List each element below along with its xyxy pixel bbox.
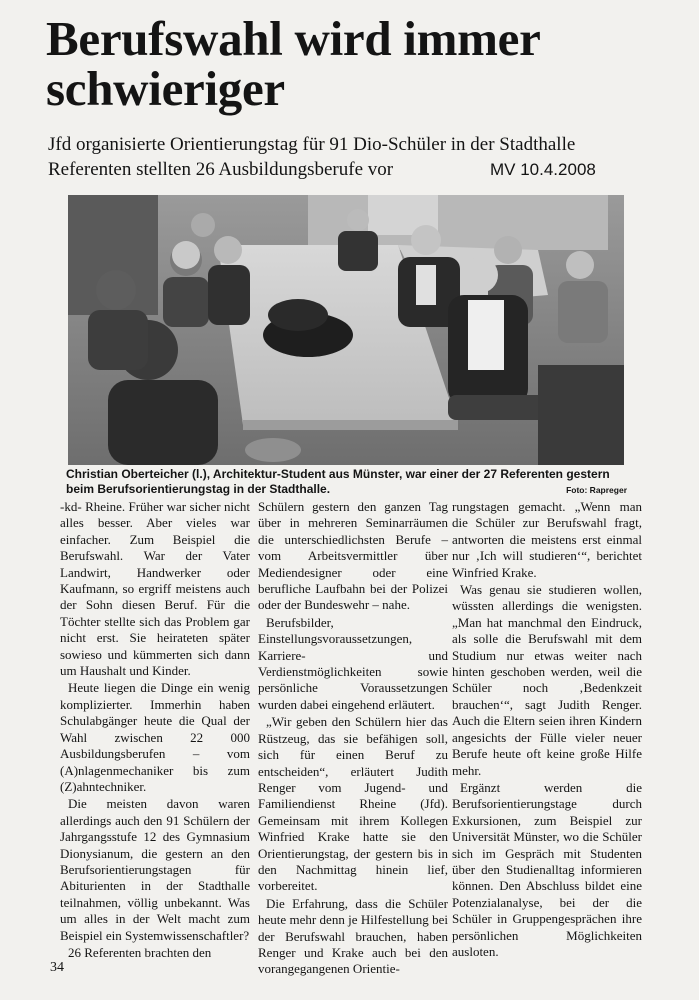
headline: Berufswahl wird immer schwieriger — [46, 11, 540, 116]
article-column-1 — [60, 499, 250, 961]
handwritten-date-note: MV 10.4.2008 — [490, 160, 596, 179]
subhead-line-1: Jfd organisierte Orientierungstag für 91 Dio-Schüler in der Stadthalle — [48, 134, 576, 155]
subhead-line-2: Referenten stellten 26 Ausbildungsberufe vor — [48, 159, 394, 180]
article-column-3 — [452, 499, 642, 960]
paragraph: rungstagen gemacht. „Wenn man die Schüler zur Berufswahl fragt, antworten die meistens erst einmal nur ‚Ich will studieren‘“, berichtet Winfried Krake. — [452, 499, 642, 580]
article-column-2 — [258, 499, 448, 978]
paragraph: -kd- Rheine. Früher war sicher nicht alles besser. Aber vieles war einfacher. Zum Beispiel die Berufswahl. War der Vater Landwirt, Handwerker oder Kaufmann, so ergriff meistens auch der Sohn diesen Beruf. Für die Töchter stellte sich das Problem gar nicht erst. Sie heirateten später sowieso und kümmerten sich dann um Haushalt und Kinder. — [60, 499, 250, 679]
paragraph: Die meisten davon waren allerdings auch den 91 Schülern der Jahrgangsstufe 12 des Gymnasium Dionysianum, die gestern an den Berufsorientierungstagen für Abiturienten in der Stadthalle teilnahmen, völlig unbekannt. Was um alles in der Welt macht zum Beispiel ein Systemwissenschaftler? — [60, 796, 250, 943]
photo-credit: Foto: Rapreger — [566, 485, 627, 495]
paragraph: Ergänzt werden die Berufsorientierungstage durch Exkursionen, zum Beispiel zur Universität Münster, wo die Schüler sich im Gespräch mit Studenten über den Studienalltag informieren können. Den Abschluss bildet eine Potenzialanalyse, bei der die Schüler in Gruppengesprächen ihre persönlichen Möglichkeiten ausloten. — [452, 779, 642, 959]
paragraph: Heute liegen die Dinge ein wenig komplizierter. Immerhin haben Schulabgänger heute die Qual der Wahl zwischen 22 000 Ausbildungsberufen – vom (A)nlagenmechaniker bis zum (Z)ahntechniker. — [60, 680, 250, 794]
photo-illustration — [68, 195, 624, 465]
article-photo — [68, 195, 624, 465]
paragraph: Was genau sie studieren wollen, wüssten allerdings die wenigsten. „Man hat manchmal den Eindruck, als solle die Berufswahl mit dem Studium nur etwas weiter nach hinten geschoben werden, weil die Schüler noch ‚Bedenkzeit brauchen‘“, sagt Judith Renger. Auch die Eltern seien ihren Kindern angesichts der Fülle vieler neuer Berufe heute oft keine große Hilfe mehr. — [452, 582, 642, 778]
paragraph: Die Erfahrung, dass die Schüler heute mehr denn je Hilfestellung bei der Berufswahl brauchen, haben Renger und Krake auch bei den vorangegangenen Orientie- — [258, 895, 448, 977]
paragraph: 26 Referenten brachten den — [68, 944, 212, 960]
paragraph: Schülern gestern den ganzen Tag über in mehreren Seminarräumen die unterschiedlichsten Berufe – vom Arbeitsvermittler über Mediendesigner oder eine berufliche Laufbahn bei der Polizei oder der Bundeswehr – nahe. — [258, 499, 448, 613]
photo-caption: Christian Oberteicher (l.), Architektur-Student aus Münster, war einer der 27 Referenten gestern beim Berufsorientierungstag in der Stadthalle. — [66, 467, 610, 496]
page-number: 34 — [50, 960, 64, 975]
paragraph: „Wir geben den Schülern hier das Rüstzeug, das sie befähigen soll, sich für einen Beruf zu entscheiden“, erläutert Judith Renger vom Jugend- und Familiendienst Rheine (Jfd). Gemeinsam mit ihrem Kollegen Winfried Krake hatte sie den Orientierungstag, der gestern bis in den Nachmittag hinein lief, vorbereitet. — [258, 714, 448, 894]
paragraph: Berufsbilder, Einstellungsvoraussetzungen, Karriere- und Verdienstmöglichkeiten sowie persönliche Voraussetzungen wurden dabei eingehend erläutert. — [258, 614, 448, 712]
